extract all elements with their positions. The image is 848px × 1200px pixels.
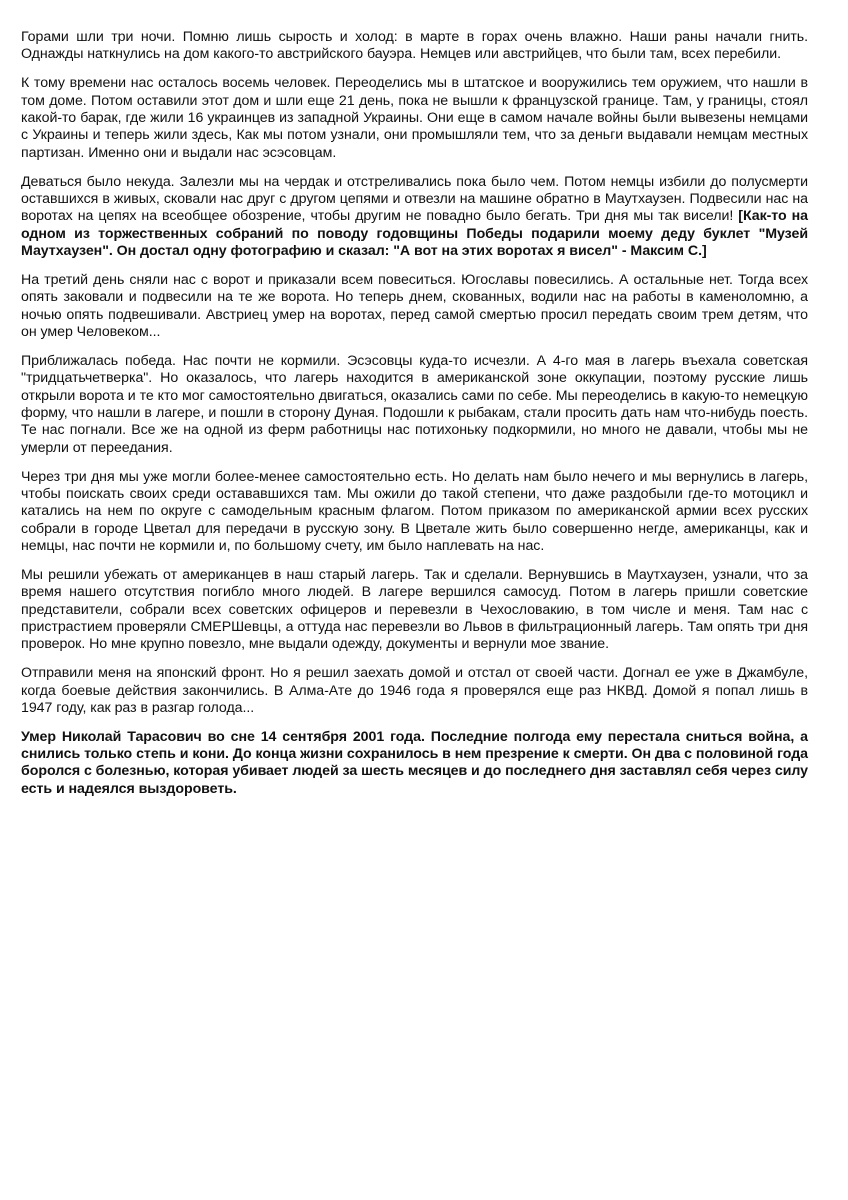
paragraph-text: На третий день сняли нас с ворот и приказали всем повеситься. Югославы повесились. А остальные нет. Тогда всех опять заковали и подвесили на те же ворота. Но теперь днем, скованных, водили нас на работы в каменоломню, а ночью опять подвешивали. Австриец умер на воротах, перед самой смертью просил передать своим трем детям, что он умер Человеком...: [21, 271, 808, 340]
paragraph-third-day: [21, 272, 808, 341]
paragraph-capture-and-gates: [21, 174, 808, 261]
paragraph-text: Отправили меня на японский фронт. Но я решил заехать домой и отстал от своей части. Догнал ее уже в Джамбуле, когда боевые действия закончились. В Алма-Ате до 1946 года я проверялся еще раз НКВД. Домой я попал лишь в 1947 году, как раз в разгар голода...: [21, 665, 808, 716]
paragraph-text: Горами шли три ночи. Помню лишь сырость и холод: в марте в горах очень влажно. Наши раны начали гнить. Однажды наткнулись на дом какого-то австрийского бауэра. Немцев или австрийцев, что были там, всех перебили.: [21, 29, 808, 63]
paragraph-text: Приближалась победа. Нас почти не кормили. Эсэсовцы куда-то исчезли. А 4-го мая в лагерь въехала советская "тридцатьчетверка". Но оказалось, что лагерь находится в американской зоне оккупации, поэтому русские лишь открыли ворота и те кто мог самостоятельно двигаться, оказались сами по себе. Мы переоделись в какую-то немецкую форму, что нашли в лагере, и пошли в сторону Дуная. Подошли к рыбакам, стали просить дать нам что-нибудь поесть. Те нас погнали. Все же на одной из ферм работницы нас потихоньку подкормили, но много не давали, чтобы мы не умерли от переедания.: [21, 352, 808, 456]
paragraph-betrayal: [21, 75, 808, 162]
paragraph-japanese-front: [21, 665, 808, 717]
editor-note-bold: [Как-то на одном из торжественных собраний по поводу годовщины Победы подарили моему деду буклет "Музей Маутхаузен". Он достал одну фотографию и сказал: "А вот на этих воротах я висел" - Максим С.]: [21, 208, 808, 259]
paragraph-text: Деваться было некуда. Залезли мы на чердак и отстреливались пока было чем. Потом немцы избили до полусмерти оставшихся в живых, сковали нас друг с другом цепями и отвезли на машине обратно в Маутхаузен. Подвесили нас на воротах на цепях на всеобщее обозрение, чтобы другим не повадно было бегать. Три дня мы так висели!: [21, 173, 808, 225]
paragraph-text: Мы решили убежать от американцев в наш старый лагерь. Так и сделали. Вернувшись в Маутхаузен, узнали, что за время нашего отсутствия погибло много людей. В лагере вершился самосуд. Потом в лагерь пришли советские представители, собрали всех советских офицеров и перевезли в Чехословакию, в том числе и меня. Там нас с пристрастием проверяли СМЕРШевцы, а оттуда нас перевезли во Львов в фильтрационный лагерь. Там опять три дня проверок. Но мне крупно повезло, мне выдали одежду, документы и вернули мое звание.: [21, 566, 808, 653]
paragraph-text: Через три дня мы уже могли более-менее самостоятельно есть. Но делать нам было нечего и мы вернулись в лагерь, чтобы поискать своих среди остававшихся там. Мы ожили до такой степени, что даже раздобыли где-то мотоцикл и катались на нем по округе с самодельным красным флагом. Потом приказом по американской армии всех русских собрали в городе Цветал для передачи в русскую зону. В Цветале жить было совершенно негде, американцы, как и немцы, нас почти не кормили и, по большому счету, им было наплевать на нас.: [21, 468, 808, 554]
paragraph-return-to-camp: [21, 469, 808, 556]
paragraph-text: К тому времени нас осталось восемь человек. Переоделись мы в штатское и вооружились тем оружием, что нашли в том доме. Потом оставили этот дом и шли еще 21 день, пока не вышли к французской границе. Там, у границы, стоял какой-то барак, где жили 16 украинцев из западной Украины. Они еще в самом начале войны были вывезены немцами с Украины и теперь жили здесь, Как мы потом узнали, они промышляли тем, что за деньги выдавали немцам местных партизан. Именно они и выдали нас эсэсовцам.: [21, 75, 808, 161]
paragraph-escape-through-mountains: [21, 29, 808, 64]
paragraph-liberation: [21, 353, 808, 457]
document-page: [21, 29, 808, 810]
paragraph-filtration-camp: [21, 567, 808, 654]
paragraph-epilogue: [21, 729, 808, 798]
paragraph-text-bold: Умер Николай Тарасович во сне 14 сентября 2001 года. Последние полгода ему перестала сниться война, а снились только степь и кони. До конца жизни сохранилось в нем презрение к смерти. Он два с половиной года боролся с болезнью, которая убивает людей за шесть месяцев и до последнего дня заставлял себя через силу есть и надеялся выздороветь.: [21, 728, 808, 797]
